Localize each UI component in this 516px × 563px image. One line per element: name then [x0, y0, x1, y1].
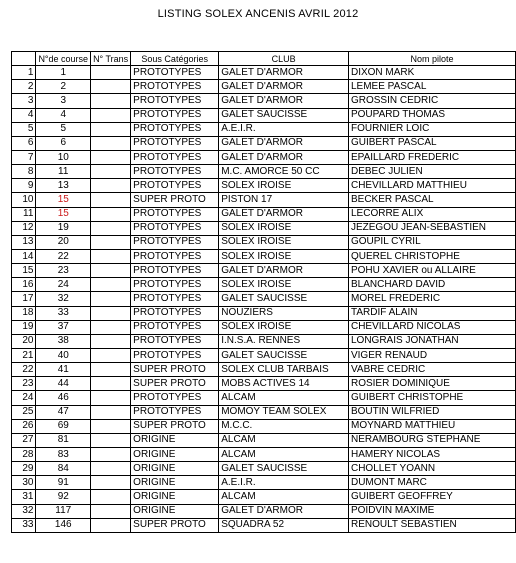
header-categories: Sous Catégories	[131, 52, 219, 66]
course-number-cell: 91	[36, 476, 91, 490]
pilot-cell: GUIBERT CHRISTOPHE	[348, 391, 515, 405]
pilot-cell: DEBEC JULIEN	[348, 165, 515, 179]
category-cell: PROTOTYPES	[131, 320, 219, 334]
category-cell: PROTOTYPES	[131, 235, 219, 249]
category-cell: SUPER PROTO	[131, 518, 219, 532]
trans-number-cell	[91, 462, 131, 476]
header-blank-cell	[12, 52, 36, 66]
pilot-cell: FOURNIER LOIC	[348, 122, 515, 136]
club-cell: GALET D'ARMOR	[219, 80, 349, 94]
course-number-cell: 117	[36, 504, 91, 518]
row-index-cell: 10	[12, 193, 36, 207]
header-pilot: Nom pilote	[348, 52, 515, 66]
row-index-cell: 11	[12, 207, 36, 221]
category-cell: PROTOTYPES	[131, 391, 219, 405]
course-number-cell: 1	[36, 66, 91, 80]
row-index-cell: 28	[12, 447, 36, 461]
category-cell: PROTOTYPES	[131, 306, 219, 320]
pilot-cell: POHU XAVIER ou ALLAIRE	[348, 264, 515, 278]
trans-number-cell	[91, 221, 131, 235]
row-index-cell: 27	[12, 433, 36, 447]
row-index-cell: 12	[12, 221, 36, 235]
table-row	[12, 80, 516, 94]
pilot-cell: ROSIER DOMINIQUE	[348, 377, 515, 391]
category-cell: PROTOTYPES	[131, 80, 219, 94]
trans-number-cell	[91, 334, 131, 348]
trans-number-cell	[91, 292, 131, 306]
pilot-cell: VABRE CEDRIC	[348, 363, 515, 377]
table-row	[12, 462, 516, 476]
table-row	[12, 235, 516, 249]
row-index-cell: 3	[12, 94, 36, 108]
course-number-cell: 81	[36, 433, 91, 447]
trans-number-cell	[91, 433, 131, 447]
trans-number-cell	[91, 264, 131, 278]
pilot-cell: GUIBERT GEOFFREY	[348, 490, 515, 504]
trans-number-cell	[91, 150, 131, 164]
course-number-cell: 44	[36, 377, 91, 391]
table-row	[12, 193, 516, 207]
table-row	[12, 264, 516, 278]
category-cell: ORIGINE	[131, 504, 219, 518]
category-cell: PROTOTYPES	[131, 136, 219, 150]
category-cell: PROTOTYPES	[131, 264, 219, 278]
trans-number-cell	[91, 504, 131, 518]
pilot-cell: LEMEE PASCAL	[348, 80, 515, 94]
trans-number-cell	[91, 419, 131, 433]
row-index-cell: 2	[12, 80, 36, 94]
table-row	[12, 122, 516, 136]
category-cell: SUPER PROTO	[131, 363, 219, 377]
club-cell: SOLEX IROISE	[219, 320, 349, 334]
pilot-cell: EPAILLARD FREDERIC	[348, 150, 515, 164]
club-cell: SOLEX IROISE	[219, 235, 349, 249]
course-number-cell: 4	[36, 108, 91, 122]
table-row	[12, 334, 516, 348]
trans-number-cell	[91, 306, 131, 320]
course-number-cell: 13	[36, 179, 91, 193]
course-number-cell: 41	[36, 363, 91, 377]
trans-number-cell	[91, 108, 131, 122]
table-row	[12, 179, 516, 193]
row-index-cell: 33	[12, 518, 36, 532]
trans-number-cell	[91, 377, 131, 391]
row-index-cell: 16	[12, 278, 36, 292]
table-row	[12, 320, 516, 334]
table-row	[12, 518, 516, 532]
course-number-cell: 15	[36, 193, 91, 207]
club-cell: I.N.S.A. RENNES	[219, 334, 349, 348]
club-cell: ALCAM	[219, 433, 349, 447]
pilot-cell: MOYNARD MATTHIEU	[348, 419, 515, 433]
club-cell: GALET D'ARMOR	[219, 66, 349, 80]
table-row	[12, 377, 516, 391]
trans-number-cell	[91, 122, 131, 136]
row-index-cell: 22	[12, 363, 36, 377]
course-number-cell: 5	[36, 122, 91, 136]
row-index-cell: 25	[12, 405, 36, 419]
table-row	[12, 348, 516, 362]
category-cell: ORIGINE	[131, 433, 219, 447]
category-cell: PROTOTYPES	[131, 179, 219, 193]
table-row	[12, 108, 516, 122]
pilot-cell: LONGRAIS JONATHAN	[348, 334, 515, 348]
category-cell: ORIGINE	[131, 447, 219, 461]
pilot-cell: NERAMBOURG STEPHANE	[348, 433, 515, 447]
pilot-cell: HAMERY NICOLAS	[348, 447, 515, 461]
category-cell: PROTOTYPES	[131, 66, 219, 80]
course-number-cell: 15	[36, 207, 91, 221]
trans-number-cell	[91, 94, 131, 108]
table-row	[12, 391, 516, 405]
pilot-cell: RENOULT SEBASTIEN	[348, 518, 515, 532]
table-row	[12, 490, 516, 504]
category-cell: PROTOTYPES	[131, 150, 219, 164]
club-cell: GALET D'ARMOR	[219, 136, 349, 150]
trans-number-cell	[91, 476, 131, 490]
table-row	[12, 66, 516, 80]
row-index-cell: 9	[12, 179, 36, 193]
pilot-cell: MOREL FREDERIC	[348, 292, 515, 306]
trans-number-cell	[91, 80, 131, 94]
club-cell: MOBS ACTIVES 14	[219, 377, 349, 391]
row-index-cell: 1	[12, 66, 36, 80]
page-title: LISTING SOLEX ANCENIS AVRIL 2012	[157, 8, 359, 20]
row-index-cell: 17	[12, 292, 36, 306]
club-cell: SOLEX IROISE	[219, 249, 349, 263]
header-row	[12, 52, 516, 66]
trans-number-cell	[91, 193, 131, 207]
pilot-cell: GOUPIL CYRIL	[348, 235, 515, 249]
course-number-cell: 33	[36, 306, 91, 320]
table-row	[12, 504, 516, 518]
row-index-cell: 5	[12, 122, 36, 136]
trans-number-cell	[91, 179, 131, 193]
course-number-cell: 2	[36, 80, 91, 94]
table-row	[12, 306, 516, 320]
row-index-cell: 20	[12, 334, 36, 348]
club-cell: GALET D'ARMOR	[219, 150, 349, 164]
club-cell: GALET SAUCISSE	[219, 348, 349, 362]
club-cell: MOMOY TEAM SOLEX	[219, 405, 349, 419]
club-cell: SQUADRA 52	[219, 518, 349, 532]
trans-number-cell	[91, 490, 131, 504]
pilot-cell: BLANCHARD DAVID	[348, 278, 515, 292]
table-row	[12, 363, 516, 377]
trans-number-cell	[91, 320, 131, 334]
table-row	[12, 447, 516, 461]
row-index-cell: 13	[12, 235, 36, 249]
trans-number-cell	[91, 518, 131, 532]
header-num-trans: N° Trans	[91, 52, 131, 66]
club-cell: GALET SAUCISSE	[219, 462, 349, 476]
pilot-cell: DIXON MARK	[348, 66, 515, 80]
pilot-cell: CHEVILLARD MATTHIEU	[348, 179, 515, 193]
row-index-cell: 24	[12, 391, 36, 405]
row-index-cell: 6	[12, 136, 36, 150]
category-cell: PROTOTYPES	[131, 165, 219, 179]
category-cell: ORIGINE	[131, 490, 219, 504]
club-cell: NOUZIERS	[219, 306, 349, 320]
pilot-cell: BOUTIN WILFRIED	[348, 405, 515, 419]
trans-number-cell	[91, 235, 131, 249]
course-number-cell: 22	[36, 249, 91, 263]
club-cell: SOLEX IROISE	[219, 278, 349, 292]
row-index-cell: 26	[12, 419, 36, 433]
club-cell: GALET D'ARMOR	[219, 504, 349, 518]
course-number-cell: 46	[36, 391, 91, 405]
club-cell: A.E.I.R.	[219, 122, 349, 136]
row-index-cell: 18	[12, 306, 36, 320]
table-row	[12, 207, 516, 221]
course-number-cell: 83	[36, 447, 91, 461]
club-cell: SOLEX IROISE	[219, 221, 349, 235]
trans-number-cell	[91, 278, 131, 292]
category-cell: ORIGINE	[131, 462, 219, 476]
row-index-cell: 14	[12, 249, 36, 263]
pilot-cell: POUPARD THOMAS	[348, 108, 515, 122]
club-cell: A.E.I.R.	[219, 476, 349, 490]
category-cell: SUPER PROTO	[131, 419, 219, 433]
table-row	[12, 405, 516, 419]
course-number-cell: 20	[36, 235, 91, 249]
category-cell: PROTOTYPES	[131, 94, 219, 108]
pilot-cell: POIDVIN MAXIME	[348, 504, 515, 518]
trans-number-cell	[91, 348, 131, 362]
course-number-cell: 19	[36, 221, 91, 235]
course-number-cell: 38	[36, 334, 91, 348]
club-cell: GALET D'ARMOR	[219, 207, 349, 221]
table-row	[12, 292, 516, 306]
table-row	[12, 94, 516, 108]
course-number-cell: 32	[36, 292, 91, 306]
course-number-cell: 69	[36, 419, 91, 433]
category-cell: PROTOTYPES	[131, 207, 219, 221]
row-index-cell: 21	[12, 348, 36, 362]
header-club: CLUB	[219, 52, 349, 66]
category-cell: PROTOTYPES	[131, 405, 219, 419]
row-index-cell: 15	[12, 264, 36, 278]
trans-number-cell	[91, 447, 131, 461]
club-cell: GALET SAUCISSE	[219, 108, 349, 122]
trans-number-cell	[91, 249, 131, 263]
table-row	[12, 249, 516, 263]
club-cell: GALET D'ARMOR	[219, 264, 349, 278]
pilot-cell: VIGER RENAUD	[348, 348, 515, 362]
club-cell: ALCAM	[219, 490, 349, 504]
table-row	[12, 165, 516, 179]
row-index-cell: 8	[12, 165, 36, 179]
row-index-cell: 32	[12, 504, 36, 518]
table-row	[12, 150, 516, 164]
category-cell: SUPER PROTO	[131, 377, 219, 391]
category-cell: PROTOTYPES	[131, 334, 219, 348]
table-row	[12, 221, 516, 235]
club-cell: M.C.C.	[219, 419, 349, 433]
course-number-cell: 40	[36, 348, 91, 362]
pilot-cell: JEZEGOU JEAN-SEBASTIEN	[348, 221, 515, 235]
row-index-cell: 4	[12, 108, 36, 122]
club-cell: ALCAM	[219, 447, 349, 461]
trans-number-cell	[91, 405, 131, 419]
row-index-cell: 19	[12, 320, 36, 334]
course-number-cell: 11	[36, 165, 91, 179]
pilot-cell: GUIBERT PASCAL	[348, 136, 515, 150]
category-cell: PROTOTYPES	[131, 108, 219, 122]
category-cell: SUPER PROTO	[131, 193, 219, 207]
category-cell: PROTOTYPES	[131, 348, 219, 362]
table-row	[12, 476, 516, 490]
course-number-cell: 10	[36, 150, 91, 164]
course-number-cell: 146	[36, 518, 91, 532]
course-number-cell: 84	[36, 462, 91, 476]
course-number-cell: 3	[36, 94, 91, 108]
club-cell: ALCAM	[219, 391, 349, 405]
trans-number-cell	[91, 136, 131, 150]
listing-table	[11, 51, 516, 533]
course-number-cell: 47	[36, 405, 91, 419]
trans-number-cell	[91, 165, 131, 179]
trans-number-cell	[91, 391, 131, 405]
course-number-cell: 24	[36, 278, 91, 292]
category-cell: PROTOTYPES	[131, 292, 219, 306]
club-cell: GALET D'ARMOR	[219, 94, 349, 108]
category-cell: PROTOTYPES	[131, 249, 219, 263]
club-cell: M.C. AMORCE 50 CC	[219, 165, 349, 179]
row-index-cell: 31	[12, 490, 36, 504]
table-row	[12, 278, 516, 292]
pilot-cell: CHOLLET YOANN	[348, 462, 515, 476]
trans-number-cell	[91, 363, 131, 377]
header-num-course: N°de course	[36, 52, 91, 66]
row-index-cell: 7	[12, 150, 36, 164]
course-number-cell: 37	[36, 320, 91, 334]
course-number-cell: 92	[36, 490, 91, 504]
pilot-cell: CHEVILLARD NICOLAS	[348, 320, 515, 334]
pilot-cell: TARDIF ALAIN	[348, 306, 515, 320]
club-cell: GALET SAUCISSE	[219, 292, 349, 306]
table-row	[12, 136, 516, 150]
club-cell: PISTON 17	[219, 193, 349, 207]
row-index-cell: 29	[12, 462, 36, 476]
trans-number-cell	[91, 207, 131, 221]
club-cell: SOLEX CLUB TARBAIS	[219, 363, 349, 377]
category-cell: PROTOTYPES	[131, 221, 219, 235]
row-index-cell: 23	[12, 377, 36, 391]
club-cell: SOLEX IROISE	[219, 179, 349, 193]
category-cell: PROTOTYPES	[131, 278, 219, 292]
trans-number-cell	[91, 66, 131, 80]
course-number-cell: 23	[36, 264, 91, 278]
pilot-cell: DUMONT MARC	[348, 476, 515, 490]
course-number-cell: 6	[36, 136, 91, 150]
category-cell: ORIGINE	[131, 476, 219, 490]
pilot-cell: GROSSIN CEDRIC	[348, 94, 515, 108]
row-index-cell: 30	[12, 476, 36, 490]
category-cell: PROTOTYPES	[131, 122, 219, 136]
table-row	[12, 433, 516, 447]
table-row	[12, 419, 516, 433]
pilot-cell: LECORRE ALIX	[348, 207, 515, 221]
pilot-cell: BECKER PASCAL	[348, 193, 515, 207]
pilot-cell: QUEREL CHRISTOPHE	[348, 249, 515, 263]
